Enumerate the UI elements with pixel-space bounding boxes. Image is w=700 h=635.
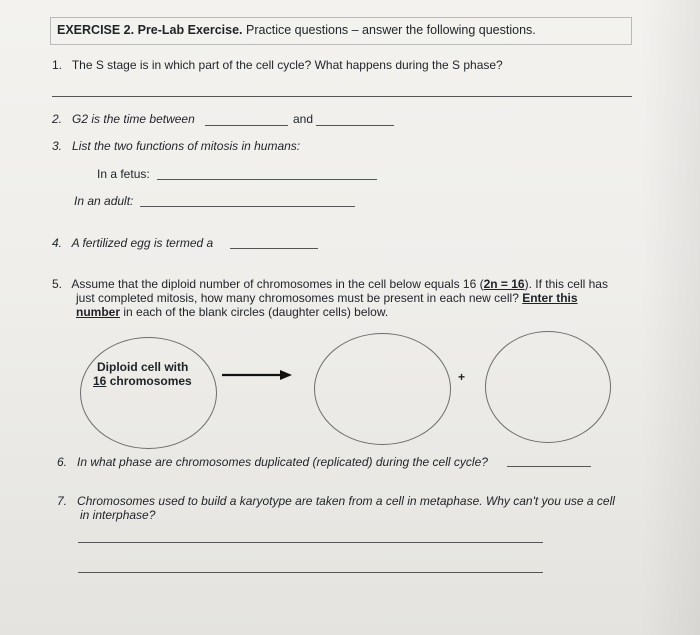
plus-sign: +: [458, 370, 466, 384]
daughter-cell-circle-2[interactable]: [485, 331, 611, 443]
cell-label-line2: [93, 374, 192, 388]
q4-blank[interactable]: [230, 248, 318, 249]
q1-number: 1.: [52, 58, 63, 72]
cell-chromosomes-word: chromosomes: [109, 374, 192, 388]
cell-label-line1: Diploid cell with: [97, 360, 189, 374]
prelab-label: Pre-Lab Exercise.: [137, 23, 243, 37]
q5-line1-end: ). If this cell has: [524, 277, 608, 291]
q3-text: List the two functions of mitosis in humans:: [72, 139, 301, 153]
daughter-cell-circle-1[interactable]: [314, 333, 451, 445]
q5-equation: 2n = 16: [483, 277, 525, 291]
q7-line1: Chromosomes used to build a karyotype are taken from a cell in metaphase. Why can't you use a cell: [77, 494, 615, 508]
exercise-number: EXERCISE 2.: [57, 23, 135, 37]
q7-line2: in interphase?: [80, 508, 156, 522]
q1-answer-line[interactable]: [52, 96, 632, 97]
q5-enter-this: Enter this: [522, 291, 578, 305]
q5-line3-row: [76, 305, 388, 319]
q3-adult-label: In an adult:: [74, 194, 134, 208]
q5-line2-row: [76, 291, 578, 305]
question-2: [52, 112, 195, 126]
question-1: [52, 58, 503, 72]
q3-number: 3.: [52, 139, 63, 153]
q3-adult-blank[interactable]: [140, 206, 355, 207]
q6-blank[interactable]: [507, 466, 591, 467]
question-6: [57, 455, 488, 469]
diploid-cell-circle: [80, 337, 217, 449]
q4-number: 4.: [52, 236, 63, 250]
q3-fetus-blank[interactable]: [157, 179, 377, 180]
q2-blank-2[interactable]: [316, 125, 394, 126]
cell-chromosome-count: 16: [93, 374, 107, 388]
q2-number: 2.: [52, 112, 63, 126]
q6-number: 6.: [57, 455, 68, 469]
q7-answer-line-2[interactable]: [78, 572, 543, 573]
q2-blank-1[interactable]: [205, 125, 288, 126]
q2-text: G2 is the time between: [72, 112, 195, 126]
q5-line1: Assume that the diploid number of chromosomes in the cell below equals 16 (: [71, 277, 484, 291]
question-3: [52, 139, 300, 153]
question-4: [52, 236, 213, 250]
header-instructions: Practice questions – answer the following questions.: [246, 23, 536, 37]
q3-fetus-label: In a fetus:: [97, 167, 150, 181]
question-5: [52, 277, 608, 291]
q4-text: A fertilized egg is termed a: [71, 236, 214, 250]
q2-and: and: [293, 112, 314, 126]
arrow-right-icon: [220, 368, 295, 382]
q5-line2: just completed mitosis, how many chromosomes must be present in each new cell?: [76, 291, 519, 305]
q7-answer-line-1[interactable]: [78, 542, 543, 543]
q5-line3: in each of the blank circles (daughter cells) below.: [123, 305, 389, 319]
exercise-header: [57, 23, 536, 37]
q5-number: 5.: [52, 277, 63, 291]
q5-number-word: number: [76, 305, 121, 319]
q6-text: In what phase are chromosomes duplicated (replicated) during the cell cycle?: [77, 455, 488, 469]
q1-text: The S stage is in which part of the cell cycle? What happens during the S phase?: [71, 58, 503, 72]
q7-number: 7.: [57, 494, 68, 508]
question-7: [57, 494, 615, 508]
